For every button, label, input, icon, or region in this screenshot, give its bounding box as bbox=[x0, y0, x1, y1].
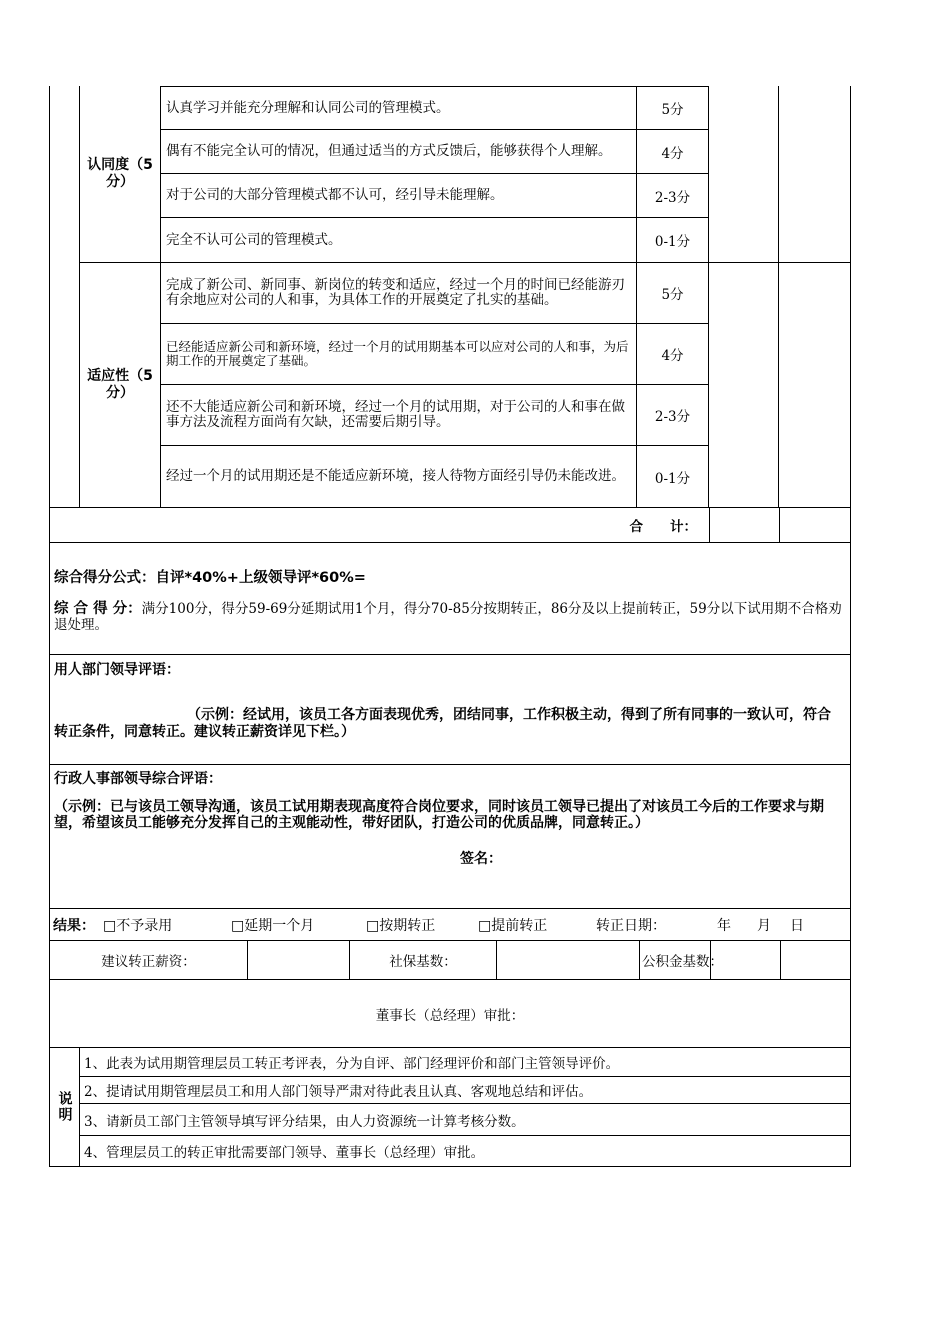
formula-line: 综合得分公式：自评*40%+上级领导评*60%= bbox=[54, 570, 366, 586]
dept-comment-example: （示例：经试用，该员工各方面表现优秀，团结同事，工作积极主动，得到了所有同事的一致认可，符合转正条件，同意转正。建议转正薪资详见下栏。） bbox=[54, 707, 831, 740]
adaptability-row-2-desc: 已经能适应新公司和新环境，经过一个月的试用期基本可以应对公司的人和事，为后期工作的开展奠定了基础。 bbox=[161, 324, 637, 385]
adaptability-row-4-desc: 经过一个月的试用期还是不能适应新环境，接人待物方面经引导仍未能改进。 bbox=[161, 446, 637, 507]
result-row bbox=[49, 908, 851, 941]
dept-comment-label: 用人部门领导评语： bbox=[54, 662, 180, 678]
approval-label: 董事长（总经理）审批： bbox=[375, 1007, 525, 1024]
recognition-row-2-score: 4分 bbox=[637, 130, 709, 174]
regularization-date-label: 转正日期： bbox=[596, 918, 666, 934]
note-item-2: 2、提请试用期管理层员工和用人部门领导严肃对待此表且认真、客观地总结和评估。 bbox=[80, 1077, 850, 1104]
outer-left-border bbox=[49, 86, 50, 507]
recognition-row-4-desc: 完全不认可公司的管理模式。 bbox=[161, 218, 637, 263]
notes-label: 说明 bbox=[50, 1047, 80, 1166]
total-leader-cell[interactable] bbox=[780, 508, 850, 542]
note-item-3: 3、请新员工部门主管领导填写评分结果，由人力资源统一计算考核分数。 bbox=[80, 1104, 850, 1136]
housing-fund-input[interactable] bbox=[780, 941, 850, 979]
housing-fund-label: 公积金基数： bbox=[642, 954, 723, 970]
score-description: 综 合 得 分：满分100分，得分59-69分延期试用1个月，得分70-85分按期转正，86分及以上提前转正，59分以下试用期不合格劝退处理。 bbox=[54, 601, 842, 633]
adaptability-leader-score-cell[interactable] bbox=[779, 263, 851, 507]
option-reject[interactable]: □不予录用 bbox=[103, 918, 173, 934]
recognition-section bbox=[79, 86, 851, 263]
total-row bbox=[49, 507, 851, 543]
note-item-4: 4、管理层员工的转正审批需要部门领导、董事长（总经理）审批。 bbox=[84, 1145, 485, 1161]
adaptability-category: 适应性（5分） bbox=[79, 263, 161, 507]
option-extend[interactable]: □延期一个月 bbox=[231, 918, 315, 934]
recognition-row-2-desc: 偶有不能完全认可的情况，但通过适当的方式反馈后，能够获得个人理解。 bbox=[161, 130, 637, 174]
total-label: 合 计： bbox=[50, 508, 710, 542]
salary-row bbox=[49, 941, 851, 980]
day-label: 日 bbox=[790, 918, 804, 934]
total-self-cell[interactable] bbox=[710, 508, 780, 542]
hr-comment-example: （示例：已与该员工领导沟通，该员工试用期表现高度符合岗位要求，同时该员工领导已提出了对该员工今后的工作要求与期望，希望该员工能够充分发挥自己的主观能动性，带好团队，打造公司的优质品牌，同意转正。） bbox=[54, 799, 824, 831]
notes-block bbox=[49, 1047, 851, 1167]
signature-label: 签名： bbox=[460, 851, 502, 867]
adaptability-row-1-score: 5分 bbox=[637, 263, 709, 324]
option-early[interactable]: □提前转正 bbox=[478, 918, 548, 934]
hr-comment-block[interactable] bbox=[49, 764, 851, 909]
recognition-row-3-desc: 对于公司的大部分管理模式都不认可，经引导未能理解。 bbox=[161, 174, 637, 218]
suggested-salary-label: 建议转正薪资： bbox=[50, 941, 248, 979]
social-security-label: 社保基数： bbox=[350, 941, 497, 979]
recognition-row-3-score: 2-3分 bbox=[637, 174, 709, 218]
year-label: 年 bbox=[717, 918, 731, 934]
option-on-time[interactable]: □按期转正 bbox=[366, 918, 436, 934]
adaptability-row-3-desc: 还不大能适应新公司和新环境，经过一个月的试用期，对于公司的人和事在做事方法及流程方面尚有欠缺，还需要后期引导。 bbox=[161, 385, 637, 446]
month-label: 月 bbox=[757, 918, 771, 934]
social-security-input[interactable] bbox=[497, 941, 640, 979]
note-item-1: 1、此表为试用期管理层员工转正考评表，分为自评、部门经理评价和部门主管领导评价。 bbox=[80, 1047, 850, 1077]
adaptability-row-3-score: 2-3分 bbox=[637, 385, 709, 446]
fund-divider bbox=[710, 941, 711, 979]
adaptability-row-4-score: 0-1分 bbox=[637, 446, 709, 507]
recognition-row-4-score: 0-1分 bbox=[637, 218, 709, 263]
adaptability-self-score-cell[interactable] bbox=[709, 263, 779, 507]
formula-block bbox=[49, 542, 851, 655]
recognition-category: 认同度（5分） bbox=[79, 86, 161, 263]
result-label: 结果： bbox=[53, 918, 95, 934]
recognition-row-1-desc: 认真学习并能充分理解和认同公司的管理模式。 bbox=[161, 86, 637, 130]
suggested-salary-input[interactable] bbox=[248, 941, 350, 979]
recognition-self-score-cell[interactable] bbox=[709, 86, 779, 263]
recognition-leader-score-cell[interactable] bbox=[779, 86, 851, 263]
adaptability-section bbox=[79, 263, 851, 507]
recognition-row-1-score: 5分 bbox=[637, 86, 709, 130]
adaptability-row-1-desc: 完成了新公司、新同事、新岗位的转变和适应，经过一个月的时间已经能游刃有余地应对公司的人和事，为具体工作的开展奠定了扎实的基础。 bbox=[161, 263, 637, 324]
dept-comment-block[interactable] bbox=[49, 655, 851, 765]
hr-comment-label: 行政人事部领导综合评语： bbox=[54, 771, 222, 787]
adaptability-row-2-score: 4分 bbox=[637, 324, 709, 385]
approval-block[interactable] bbox=[49, 980, 851, 1048]
